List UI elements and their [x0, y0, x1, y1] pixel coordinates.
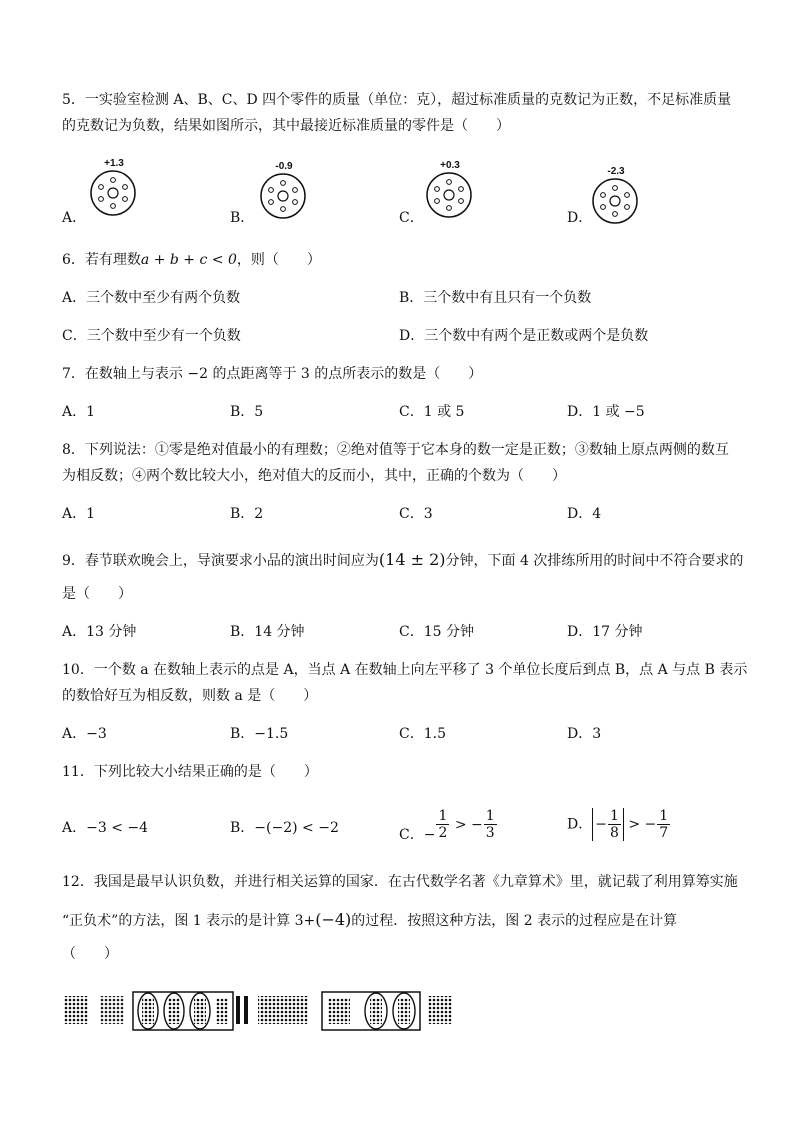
q12-stem-pre: “正负术”的方法，图 1 表示的是计算 3+ [62, 913, 316, 929]
q7-option-a[interactable]: A．1 [62, 404, 96, 420]
figure-2-rods [258, 992, 452, 1030]
q6-stem-expr: a + b + c < 0 [140, 252, 237, 268]
part-diagram-icon [258, 171, 308, 221]
q11-d-compare: > − [623, 816, 657, 833]
q10-stem-line2: 的数恰好互为相反数，则数 a 是（ ） [62, 688, 318, 704]
q9-option-b[interactable]: B．14 分钟 [230, 624, 305, 640]
q11-c-prefix: C．− [399, 826, 436, 843]
q12-stem-expr: (−4) [315, 910, 352, 929]
q8-option-a[interactable]: A．1 [62, 506, 96, 522]
q8-stem-line2: 为相反数；④两个数比较大小，绝对值大的反而小，其中，正确的个数为（ ） [62, 468, 566, 484]
q6-stem-pre: 6．若有理数 [62, 252, 141, 268]
part-diagram-icon [424, 170, 474, 220]
q5-part-c-value: +0.3 [440, 160, 460, 171]
q5-part-d [566, 166, 666, 246]
q9-stem-expr: (14 ± 2) [378, 550, 446, 569]
q9-stem-post: 分钟，下面 4 次排练所用的时间中不符合要求的 [445, 553, 744, 569]
q10-option-d[interactable]: D．3 [567, 726, 602, 742]
figure-1-rods [64, 992, 248, 1030]
q11-c-denominator-2: 3 [485, 825, 495, 841]
q5-part-a-value: +1.3 [104, 158, 124, 169]
q5-stem-line2: 的克数记为负数，结果如图所示，其中最接近标准质量的零件是（ ） [62, 118, 510, 134]
q11-option-a[interactable]: A．−3 < −4 [62, 820, 149, 836]
q11-option-d[interactable]: D． − $\frac{1}{8}$ > − $\frac{1}{7}$ [567, 808, 669, 841]
q6-option-c[interactable]: C．三个数中至少有一个负数 [62, 328, 241, 344]
q6-option-b[interactable]: B．三个数中有且只有一个负数 [399, 290, 592, 306]
q5-part-b-value: -0.9 [275, 161, 293, 172]
q9-stem-line1 [62, 550, 743, 571]
part-diagram-icon [590, 176, 640, 226]
q9-stem-line2: 是（ ） [62, 586, 132, 602]
q11-d-prefix: D． [567, 816, 593, 833]
q10-stem-line1: 10．一个数 a 在数轴上表示的点是 A，当点 A 在数轴上向左平移了 3 个单位长度后到点 B，点 A 与点 B 表示 [62, 662, 748, 678]
part-diagram-icon [88, 168, 138, 218]
q12-stem-line1: 12．我国是最早认识负数，并进行相关运算的国家．在古代数学名著《九章算术》里，就记载了利用算筹实施 [62, 874, 738, 890]
q8-option-c[interactable]: C．3 [399, 506, 433, 522]
q6-option-d[interactable]: D．三个数中有两个是正数或两个是负数 [399, 328, 649, 344]
q11-option-c[interactable] [399, 808, 498, 848]
q11-c-denominator-1: 2 [438, 825, 448, 841]
q7-option-c[interactable]: C．1 或 5 [399, 404, 465, 420]
q11-d-denominator-1: 8 [609, 825, 619, 841]
q12-stem-line3: （ ） [62, 946, 118, 962]
q5-option-b-label[interactable]: B． [230, 210, 255, 226]
q5-option-c-label[interactable]: C． [399, 210, 424, 226]
q12-stem-line2 [62, 910, 677, 931]
q11-option-b[interactable]: B．−(−2) < −2 [230, 820, 339, 836]
q10-option-a[interactable]: A．−3 [62, 726, 107, 742]
q9-stem-pre: 9．春节联欢晚会上，导演要求小品的演出时间应为 [62, 553, 379, 569]
q6-stem [62, 250, 321, 270]
q8-option-b[interactable]: B．2 [230, 506, 264, 522]
q5-part-c [400, 160, 500, 240]
q5-option-d-label[interactable]: D． [567, 210, 593, 226]
q11-d-numerator-1: 1 [609, 808, 619, 824]
counting-rods-figure [64, 990, 464, 1034]
q9-option-d[interactable]: D．17 分钟 [567, 624, 643, 640]
q10-option-b[interactable]: B．−1.5 [230, 726, 289, 742]
q7-stem: 7．在数轴上与表示 −2 的点距离等于 3 的点所表示的数是（ ） [62, 366, 483, 382]
q11-c-numerator-2: 1 [485, 808, 495, 824]
q5-part-a [64, 158, 164, 238]
q11-d-denominator-2: 7 [659, 825, 669, 841]
q5-part-b [234, 161, 334, 241]
q8-option-d[interactable]: D．4 [567, 506, 602, 522]
q5-stem-line1: 5．一实验室检测 A、B、C、D 四个零件的质量（单位：克），超过标准质量的克数记为正数，不足标准质量 [62, 92, 732, 108]
q9-option-a[interactable]: A．13 分钟 [62, 624, 137, 640]
q6-option-a[interactable]: A．三个数中至少有两个负数 [62, 290, 241, 306]
q9-option-c[interactable]: C．15 分钟 [399, 624, 474, 640]
q5-option-a-label[interactable]: A． [62, 210, 87, 226]
q7-option-d[interactable]: D．1 或 −5 [567, 404, 645, 420]
q5-part-d-value: -2.3 [607, 166, 625, 177]
q7-option-b[interactable]: B．5 [230, 404, 264, 420]
q10-option-c[interactable]: C．1.5 [399, 726, 446, 742]
q6-stem-post: ，则（ ） [236, 252, 321, 268]
q8-stem-line1: 8．下列说法：①零是绝对值最小的有理数；②绝对值等于它本身的数一定是正数；③数轴上原点两侧的数互 [62, 442, 729, 458]
q11-stem: 11．下列比较大小结果正确的是（ ） [62, 764, 318, 780]
q11-c-compare: > − [450, 816, 483, 833]
q12-stem-post: 的过程．按照这种方法，图 2 表示的过程应是在计算 [351, 913, 678, 929]
q11-d-numerator-2: 1 [659, 808, 669, 824]
q11-c-numerator-1: 1 [438, 808, 448, 824]
